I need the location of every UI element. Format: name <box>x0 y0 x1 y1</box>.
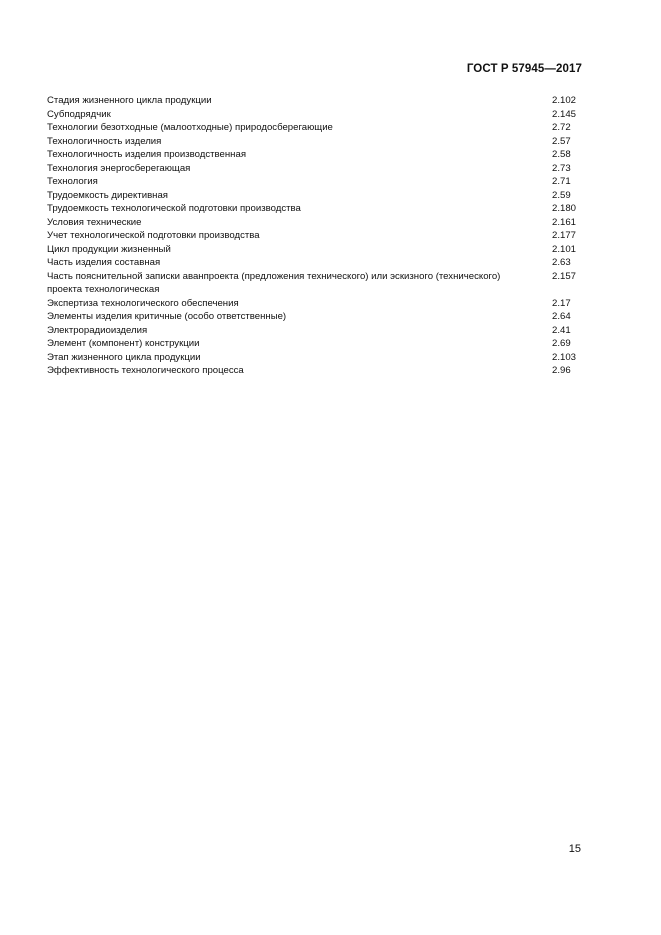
index-term: Трудоемкость технологической подготовки производства <box>47 203 301 214</box>
index-term: Условия технические <box>47 216 142 228</box>
index-entry <box>47 324 587 338</box>
index-ref: 2.64 <box>552 311 571 322</box>
index-term: Учет технологической подготовки производства <box>47 230 260 241</box>
index-ref: 2.157 <box>552 270 577 282</box>
index-term: Технология энергосберегающая <box>47 162 191 174</box>
index-entry <box>47 337 587 351</box>
index-entry <box>47 229 587 243</box>
index-ref: 2.69 <box>552 338 571 349</box>
index-term: Субподрядчик <box>47 108 111 120</box>
index-term: Экспертиза технологического обеспечения <box>47 297 239 309</box>
index-ref: 2.180 <box>552 203 577 214</box>
index-ref: 2.17 <box>552 297 571 309</box>
index-ref: 2.63 <box>552 257 571 268</box>
index-ref: 2.57 <box>552 135 571 147</box>
index-entry <box>47 216 587 230</box>
index-entry <box>47 297 587 311</box>
index-ref: 2.73 <box>552 162 571 174</box>
index-ref: 2.101 <box>552 243 577 255</box>
index-term: Стадия жизненного цикла продукции <box>47 95 212 106</box>
page-number: 15 <box>568 843 581 855</box>
index-entry <box>47 94 587 108</box>
term-index <box>47 94 587 378</box>
index-ref: 2.145 <box>552 108 577 120</box>
index-entry <box>47 189 587 203</box>
index-term: Технологичность изделия производственная <box>47 149 247 160</box>
index-entry <box>47 108 587 122</box>
index-term: Цикл продукции жизненный <box>47 243 171 255</box>
index-term: Эффективность технологического процесса <box>47 365 244 376</box>
index-term: Технологичность изделия <box>47 135 162 147</box>
index-ref: 2.59 <box>552 189 571 201</box>
index-term: Элемент (компонент) конструкции <box>47 338 200 349</box>
index-term: Элементы изделия критичные (особо ответственные) <box>47 311 287 322</box>
index-ref: 2.41 <box>552 324 571 336</box>
index-entry <box>47 256 587 270</box>
index-term: Часть пояснительной записки аванпроекта (предложения технического) или эскизного (технического) проекта технологическая <box>47 270 501 295</box>
index-entry <box>47 175 587 189</box>
index-term: Технологии безотходные (малоотходные) природосберегающие <box>47 122 333 133</box>
index-entry <box>47 148 587 162</box>
index-entry <box>47 351 587 365</box>
index-term: Электрорадиоизделия <box>47 324 148 336</box>
index-entry <box>47 364 587 378</box>
index-term: Часть изделия составная <box>47 257 161 268</box>
index-entry <box>47 135 587 149</box>
index-ref: 2.72 <box>552 122 571 133</box>
index-entry <box>47 162 587 176</box>
index-ref: 2.161 <box>552 216 577 228</box>
index-ref: 2.71 <box>552 176 571 187</box>
index-ref: 2.58 <box>552 149 571 160</box>
index-ref: 2.102 <box>552 95 577 106</box>
index-term: Технология <box>47 176 98 187</box>
index-ref: 2.177 <box>552 230 577 241</box>
index-entry <box>47 121 587 135</box>
index-term: Этап жизненного цикла продукции <box>47 351 201 363</box>
index-entry <box>47 243 587 257</box>
index-term: Трудоемкость директивная <box>47 189 168 201</box>
index-ref: 2.103 <box>552 351 577 363</box>
document-header: ГОСТ Р 57945—2017 <box>466 63 582 75</box>
index-entry <box>47 202 587 216</box>
index-ref: 2.96 <box>552 365 571 376</box>
index-entry <box>47 270 587 297</box>
index-entry <box>47 310 587 324</box>
